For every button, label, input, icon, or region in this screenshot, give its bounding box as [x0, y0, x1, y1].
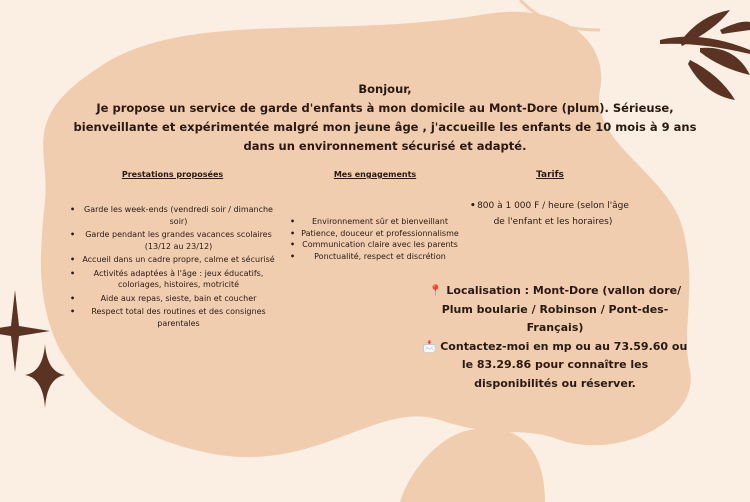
intro-text — [70, 80, 700, 156]
list-item: • 800 à 1 000 F / heure (selon l'âge de l'enfant et les horaires) — [470, 198, 630, 230]
tarifs-title: Tarifs — [536, 170, 564, 180]
list-item: • Communication claire avec les parents — [290, 239, 460, 251]
engagements-list — [290, 216, 460, 262]
location-text: Localisation : Mont-Dore (vallon dore/ Plum boularie / Robinson / Pont-des-Français) — [441, 284, 682, 334]
intro-paragraph: Je propose un service de garde d'enfants à mon domicile au Mont-Dore (plum). Sérieuse, bienveillante et expérimentée malgré mon jeune âge , j'accueille les enfants de 10 mois à 9 ans dans un environnement sécurisé et adapté. — [73, 101, 697, 153]
prestations-title: Prestations proposées — [121, 170, 224, 179]
prestations-column — [70, 170, 275, 331]
tarifs-column — [470, 170, 630, 230]
envelope-icon: 📩 — [422, 339, 437, 353]
contact-text: Contactez-moi en mp ou au 73.59.60 ou le 83.29.86 pour connaître les disponibilités ou réserver. — [440, 339, 688, 390]
beige-blob-shape-lower — [400, 428, 545, 502]
contact-block — [420, 282, 690, 393]
engagements-title: Mes engagements — [333, 170, 417, 179]
tarifs-list — [470, 198, 630, 230]
engagements-column — [290, 170, 460, 262]
list-item: • Environnement sûr et bienveillant — [290, 216, 460, 228]
prestations-list — [70, 204, 275, 329]
list-item: • Garde les week-ends (vendredi soir / dimanche soir) — [70, 204, 275, 227]
list-item: • Patience, douceur et professionnalisme — [290, 228, 460, 240]
list-item: • Activités adaptées à l'âge : jeux éducatifs, coloriages, histoires, motricité — [70, 268, 275, 291]
list-item: • Garde pendant les grandes vacances scolaires (13/12 au 23/12) — [70, 229, 275, 252]
list-item: • Ponctualité, respect et discrétion — [290, 251, 460, 263]
list-item: • Accueil dans un cadre propre, calme et sécurisé — [70, 254, 275, 266]
pin-icon: 📍 — [428, 284, 443, 297]
list-item: • Respect total des routines et des consignes parentales — [70, 306, 275, 329]
list-item: • Aide aux repas, sieste, bain et coucher — [70, 293, 275, 305]
greeting: Bonjour, — [358, 82, 412, 96]
location-line — [420, 282, 690, 338]
contact-line — [420, 338, 690, 394]
